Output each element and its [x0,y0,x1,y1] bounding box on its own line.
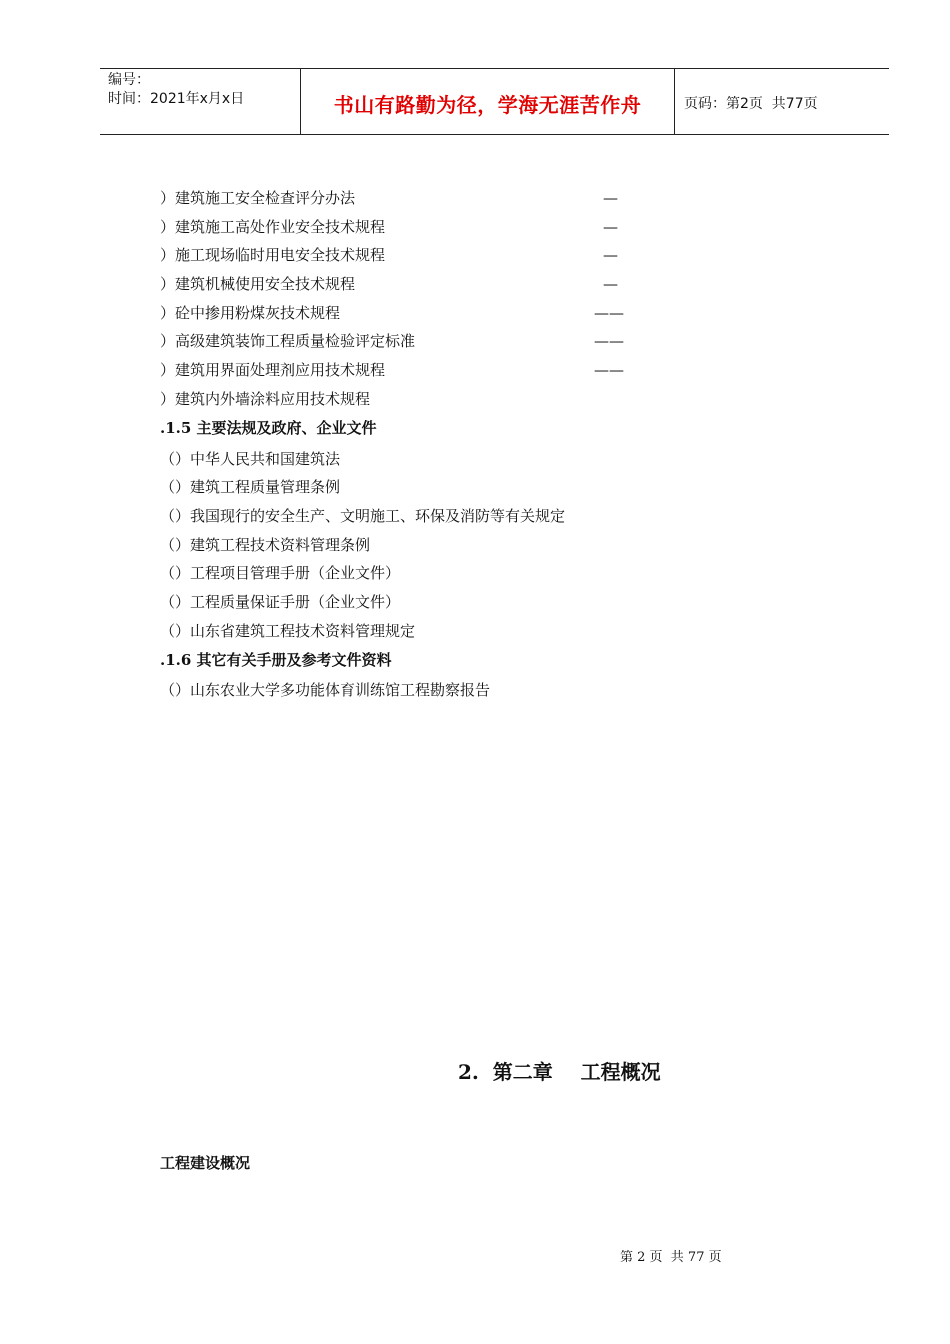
list-item [160,188,618,208]
number-label: 编号： [108,72,150,88]
list-item-text: ）建筑内外墙涂料应用技术规程 [160,390,371,408]
list-item: （）山东农业大学多功能体育训练馆工程勘察报告 [160,681,491,699]
page-header [100,68,889,135]
list-item [160,245,618,265]
list-item: （）工程项目管理手册（企业文件） [160,564,401,582]
header-page-info [675,69,889,134]
list-item-text: ）砼中掺用粉煤灰技术规程 [160,304,341,322]
list-item [160,331,624,351]
list-item [160,274,618,294]
header-meta [100,69,301,134]
list-item-text: ）建筑施工高处作业安全技术规程 [160,218,386,236]
list-item: （）建筑工程技术资料管理条例 [160,536,371,554]
list-item-text: ）建筑机械使用安全技术规程 [160,275,356,293]
list-item-text: ）建筑施工安全检查评分办法 [160,189,356,207]
list-item-dash: — [603,218,618,236]
list-item: （）建筑工程质量管理条例 [160,478,341,496]
section-title: 工程建设概况 [160,1154,251,1172]
list-item: （）我国现行的安全生产、文明施工、环保及消防等有关规定 [160,507,566,525]
list-item-dash: — [603,189,618,207]
page-info-text: 页码：第2页 共77页 [684,95,818,112]
list-item: （）山东省建筑工程技术资料管理规定 [160,622,416,640]
subsection-heading: .1.5 主要法规及政府、企业文件 [160,419,377,437]
list-item [160,303,624,323]
list-item-dash: — [603,246,618,264]
list-item: （）中华人民共和国建筑法 [160,450,341,468]
list-item-dash: —— [594,332,624,350]
list-item [160,217,618,237]
list-item-dash: — [603,275,618,293]
list-item-text: ）建筑用界面处理剂应用技术规程 [160,361,386,379]
chapter-title: 2. 第二章 工程概况 [458,1060,661,1084]
list-item-text: ）高级建筑装饰工程质量检验评定标准 [160,332,416,350]
list-item-dash: —— [594,361,624,379]
list-item [160,360,624,380]
header-motto: 书山有路勤为径，学海无涯苦作舟 [301,69,675,134]
page-footer: 第 2 页 共 77 页 [620,1250,722,1265]
list-item: （）工程质量保证手册（企业文件） [160,593,401,611]
list-item-dash: —— [594,304,624,322]
subsection-heading: .1.6 其它有关手册及参考文件资料 [160,651,392,669]
list-item-text: ）施工现场临时用电安全技术规程 [160,246,386,264]
time-label: 时间：2021年x月x日 [108,91,245,107]
list-item [160,389,370,409]
